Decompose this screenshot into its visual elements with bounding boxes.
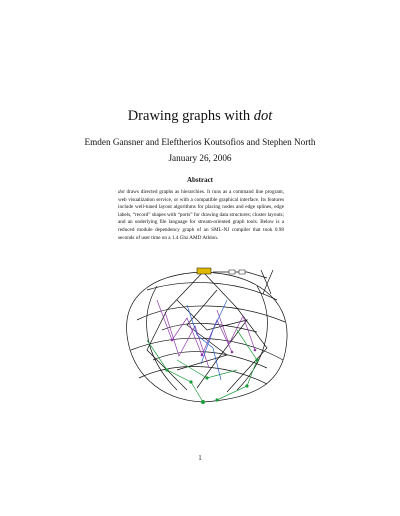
graph-node [171,339,174,342]
graph-node [201,400,205,404]
abstract-lead-dot: dot [118,189,125,195]
abstract-heading: Abstract [186,176,214,184]
graph-node [231,351,234,354]
graph-node [255,358,258,361]
graph-edge [237,286,267,390]
title-italic-dot: dot [253,108,273,124]
graph-node [229,270,235,274]
graph-node [215,398,218,401]
paper-date: January 26, 2006 [168,153,232,163]
graph-node [245,384,248,387]
abstract-body [118,189,284,242]
graph-node [197,268,211,274]
graph-edge [137,306,285,322]
graph-node [254,349,257,352]
paper-authors: Emden Gansner and Eleftherios Koutsofios and Stephen North [84,137,316,147]
graph-edge [201,300,227,364]
module-dependency-graph [117,260,292,412]
title-text: Drawing graphs with [127,108,254,124]
graph-node [165,368,168,371]
graph-node [239,270,245,274]
graph-node [189,380,192,383]
abstract-text: draws directed graphs as hierarchies. It runs as a command line program, web visualization service, or with a compatible graphical interface. Its features include well-tuned layout algorithms for placing nodes and edge splines, edge labels, “record” shapes with “ports” for drawing data structures; cluster layouts; and an underlying file language for stream-oriented graph tools. Below is a reduced module dependency graph of an SML-NJ compiler that took 0.98 seconds of user time on a 1.4 Ghz AMD Athlon. [118,189,284,241]
graph-edge [147,286,177,390]
graph-edge [177,290,227,370]
graph-edge [147,283,277,300]
graph-node [201,354,204,357]
page-number: 1 [198,454,202,462]
graph-edge [217,330,257,400]
paper-title [0,108,400,125]
graph-node [205,376,208,379]
graph-edge [162,323,257,332]
graph-edge [147,340,203,402]
